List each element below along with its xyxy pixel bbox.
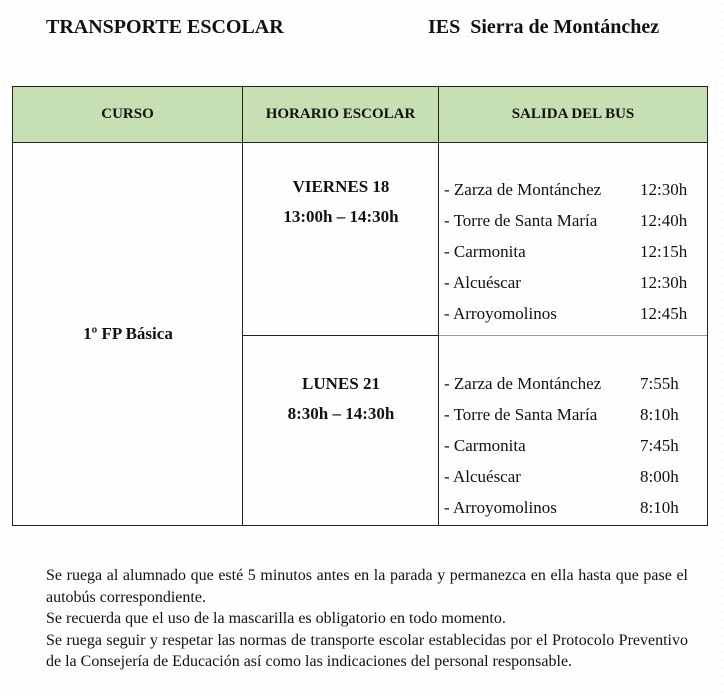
stop-row <box>444 368 704 399</box>
stop-row <box>444 174 704 205</box>
stop-name: - Torre de Santa María <box>444 211 598 230</box>
notes-section <box>46 565 688 673</box>
stop-time: 7:45h <box>640 436 679 455</box>
stop-name: - Zarza de Montánchez <box>444 180 602 199</box>
column-header-bus-departure: SALIDA DEL BUS <box>439 87 707 143</box>
note-paragraph: Se ruega seguir y respetar las normas de transporte escolar establecidas por el Protocolo Preventivo de la Consejería de Educación así como las indicaciones del personal responsable. <box>46 631 688 671</box>
document-title: TRANSPORTE ESCOLAR <box>46 16 284 38</box>
stop-time: 12:45h <box>640 304 688 323</box>
stop-time: 12:30h <box>640 180 688 199</box>
stop-name: - Zarza de Montánchez <box>444 374 602 393</box>
note-paragraph: Se recuerda que el uso de la mascarilla es obligatorio en todo momento. <box>46 610 506 628</box>
bus-stops-friday <box>444 174 704 329</box>
row-divider <box>243 335 439 336</box>
stop-time: 8:00h <box>640 467 679 486</box>
school-name: IES Sierra de Montánchez <box>428 16 660 38</box>
bus-stops-monday <box>444 368 704 523</box>
stop-row <box>444 267 704 298</box>
column-header-course: CURSO <box>13 87 243 143</box>
stop-row <box>444 430 704 461</box>
stop-name: - Torre de Santa María <box>444 405 598 424</box>
stop-time: 12:30h <box>640 273 688 292</box>
schedule-cell-friday <box>243 177 439 227</box>
stop-name: - Arroyomolinos <box>444 498 557 517</box>
schedule-day: LUNES 21 <box>302 374 380 393</box>
stop-name: - Arroyomolinos <box>444 304 557 323</box>
schedule-day: VIERNES 18 <box>292 177 390 196</box>
row-divider <box>439 335 707 336</box>
stop-time: 12:15h <box>640 242 688 261</box>
stop-name: - Alcuéscar <box>444 273 521 292</box>
transport-table <box>12 86 708 526</box>
stop-time: 12:40h <box>640 211 688 230</box>
stop-row <box>444 461 704 492</box>
stop-name: - Carmonita <box>444 436 526 455</box>
schedule-time: 8:30h – 14:30h <box>287 404 395 423</box>
stop-row <box>444 236 704 267</box>
stop-row <box>444 298 704 329</box>
stop-time: 7:55h <box>640 374 679 393</box>
schedule-cell-monday <box>243 374 439 424</box>
column-header-schedule: HORARIO ESCOLAR <box>243 87 439 143</box>
stop-time: 8:10h <box>640 405 679 424</box>
course-cell: 1º FP Básica <box>83 324 173 343</box>
stop-name: - Alcuéscar <box>444 467 521 486</box>
note-paragraph: Se ruega al alumnado que esté 5 minutos antes en la parada y permanezca en ella hasta que pase el autobús correspondiente. <box>46 567 688 606</box>
stop-time: 8:10h <box>640 498 679 517</box>
stop-row <box>444 205 704 236</box>
stop-row <box>444 399 704 430</box>
stop-row <box>444 492 704 523</box>
schedule-time: 13:00h – 14:30h <box>283 207 399 226</box>
stop-name: - Carmonita <box>444 242 526 261</box>
